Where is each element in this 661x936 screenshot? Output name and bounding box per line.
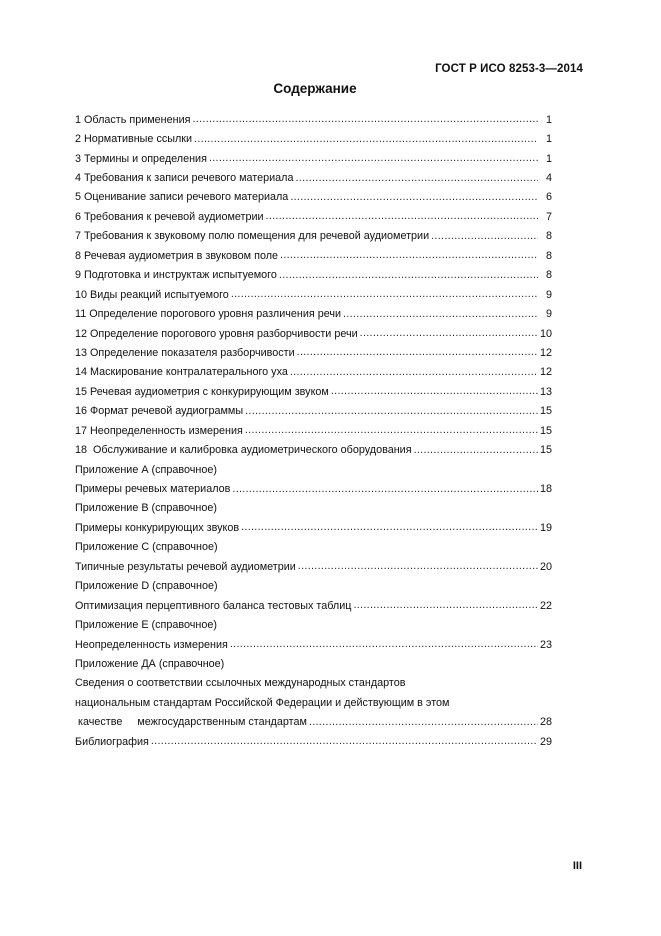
toc-leader-dots bbox=[343, 308, 538, 321]
toc-leader-dots bbox=[360, 327, 538, 340]
toc-entry-page: 18 bbox=[539, 483, 552, 496]
page-number: III bbox=[572, 860, 582, 872]
toc-entry-page: 19 bbox=[539, 521, 552, 534]
toc-entry[interactable] bbox=[75, 363, 552, 382]
toc-entry-page: 15 bbox=[539, 405, 552, 418]
toc-entry-page: 15 bbox=[539, 424, 552, 437]
toc-leader-dots bbox=[298, 560, 538, 573]
toc-entry-page: 12 bbox=[539, 366, 552, 379]
toc-entry[interactable] bbox=[75, 460, 552, 479]
toc-entry[interactable] bbox=[75, 421, 552, 440]
toc-entry-label: Неопределенность измерения bbox=[75, 638, 228, 651]
toc-entry-page: 9 bbox=[545, 288, 552, 301]
toc-entry[interactable] bbox=[75, 499, 552, 518]
toc-entry-page: 9 bbox=[545, 308, 552, 321]
toc-leader-dots bbox=[241, 521, 538, 534]
toc-entry-label: 4 Требования к записи речевого материала bbox=[75, 172, 294, 185]
toc-entry[interactable] bbox=[75, 440, 552, 459]
toc-entry[interactable] bbox=[75, 129, 552, 148]
toc-leader-dots bbox=[297, 346, 538, 359]
toc-entry-label: Оптимизация перцептивного баланса тестовых таблиц bbox=[75, 599, 352, 612]
toc-leader-dots bbox=[353, 599, 538, 612]
toc-leader-dots bbox=[209, 152, 538, 165]
toc-entry-page: 4 bbox=[545, 172, 552, 185]
toc-entry-page: 6 bbox=[545, 191, 552, 204]
toc-entry-page: 8 bbox=[545, 249, 552, 262]
toc-entry-page: 13 bbox=[539, 385, 552, 398]
toc-entry-page: 29 bbox=[539, 735, 552, 748]
toc-entry-label: Примеры речевых материалов bbox=[75, 483, 231, 496]
toc-entry-label: 7 Требования к звуковому полю помещения для речевой аудиометрии bbox=[75, 230, 430, 243]
toc-leader-dots bbox=[279, 269, 538, 282]
toc-entry[interactable] bbox=[75, 402, 552, 421]
toc-entry[interactable] bbox=[75, 188, 552, 207]
toc-leader-dots bbox=[280, 249, 538, 262]
toc-entry-page: 10 bbox=[539, 327, 552, 340]
toc-entry-page: 15 bbox=[539, 444, 552, 457]
toc-entry-label: 13 Определение показателя разборчивости bbox=[75, 346, 295, 359]
toc-entry-page: 23 bbox=[539, 638, 552, 651]
toc-leader-dots bbox=[245, 424, 538, 437]
toc-entry[interactable] bbox=[75, 713, 552, 732]
toc-leader-dots bbox=[431, 230, 538, 243]
toc-entry-page: 1 bbox=[545, 133, 552, 146]
toc-entry-label: 17 Неопределенность измерения bbox=[75, 424, 243, 437]
toc-entry[interactable] bbox=[75, 538, 552, 557]
toc-entry[interactable] bbox=[75, 557, 552, 576]
toc-entry[interactable] bbox=[75, 382, 552, 401]
toc-entry[interactable] bbox=[75, 479, 552, 498]
toc-entry-label: Приложение ДА (справочное) bbox=[75, 657, 225, 670]
toc-entry-label: 10 Виды реакций испытуемого bbox=[75, 288, 229, 301]
table-of-contents bbox=[75, 110, 552, 751]
toc-leader-dots bbox=[290, 191, 538, 204]
toc-leader-dots bbox=[295, 172, 538, 185]
toc-leader-dots bbox=[309, 716, 538, 729]
toc-entry-label: национальным стандартам Российской Федерации и действующим в этом bbox=[75, 696, 450, 709]
toc-entry-label: Приложение А (справочное) bbox=[75, 463, 217, 476]
toc-leader-dots bbox=[331, 385, 538, 398]
toc-entry-page: 7 bbox=[545, 210, 552, 223]
toc-leader-dots bbox=[266, 210, 538, 223]
toc-entry[interactable] bbox=[75, 674, 552, 693]
toc-leader-dots bbox=[193, 113, 539, 126]
toc-entry-page: 22 bbox=[539, 599, 552, 612]
toc-entry-label: 5 Оценивание записи речевого материала bbox=[75, 191, 289, 204]
toc-entry-page: 1 bbox=[545, 113, 552, 126]
toc-entry[interactable] bbox=[75, 693, 552, 712]
toc-leader-dots bbox=[151, 735, 538, 748]
toc-entry[interactable] bbox=[75, 246, 552, 265]
toc-entry-label: 1 Область применения bbox=[75, 113, 191, 126]
toc-entry-label: 12 Определение порогового уровня разборчивости речи bbox=[75, 327, 358, 340]
toc-entry-page: 12 bbox=[539, 346, 552, 359]
toc-entry[interactable] bbox=[75, 304, 552, 323]
toc-entry-label: 15 Речевая аудиометрия с конкурирующим звуком bbox=[75, 385, 329, 398]
toc-entry-page: 8 bbox=[545, 230, 552, 243]
toc-entry[interactable] bbox=[75, 596, 552, 615]
toc-entry[interactable] bbox=[75, 654, 552, 673]
toc-entry-page: 28 bbox=[539, 716, 552, 729]
toc-entry-label: 14 Маскирование контралатерального уха bbox=[75, 366, 288, 379]
toc-entry-label: Типичные результаты речевой аудиометрии bbox=[75, 560, 296, 573]
toc-entry-label: Примеры конкурирующих звуков bbox=[75, 521, 240, 534]
toc-leader-dots bbox=[194, 133, 538, 146]
page-title: Содержание bbox=[273, 81, 357, 96]
toc-entry-label: 18 Обслуживание и калибровка аудиометрического оборудования bbox=[75, 444, 412, 457]
toc-leader-dots bbox=[230, 638, 538, 651]
toc-entry[interactable] bbox=[75, 168, 552, 187]
toc-entry-label: 16 Формат речевой аудиограммы bbox=[75, 405, 244, 418]
toc-leader-dots bbox=[245, 405, 538, 418]
toc-entry[interactable] bbox=[75, 110, 552, 129]
toc-entry-label: 3 Термины и определения bbox=[75, 152, 207, 165]
toc-entry-label: Приложение D (справочное) bbox=[75, 580, 218, 593]
toc-entry-label: Приложение С (справочное) bbox=[75, 541, 218, 554]
toc-entry[interactable] bbox=[75, 324, 552, 343]
toc-leader-dots bbox=[231, 288, 538, 301]
toc-entry-label: Приложение В (справочное) bbox=[75, 502, 217, 515]
toc-entry[interactable] bbox=[75, 285, 552, 304]
toc-entry[interactable] bbox=[75, 615, 552, 634]
document-code: ГОСТ Р ИСО 8253-3—2014 bbox=[435, 63, 583, 75]
toc-entry[interactable] bbox=[75, 732, 552, 751]
toc-entry[interactable] bbox=[75, 227, 552, 246]
toc-entry-label: 11 Определение порогового уровня различения речи bbox=[75, 308, 342, 321]
toc-entry-label: Приложение Е (справочное) bbox=[75, 619, 217, 632]
toc-entry-label: 8 Речевая аудиометрия в звуковом поле bbox=[75, 249, 279, 262]
toc-leader-dots bbox=[232, 483, 538, 496]
toc-entry-label: Сведения о соответствии ссылочных международных стандартов bbox=[75, 677, 406, 690]
toc-entry-page: 1 bbox=[545, 152, 552, 165]
toc-entry-page: 8 bbox=[545, 269, 552, 282]
toc-leader-dots bbox=[414, 444, 538, 457]
toc-entry[interactable] bbox=[75, 343, 552, 362]
toc-entry-label: 6 Требования к речевой аудиометрии bbox=[75, 210, 264, 223]
toc-entry[interactable] bbox=[75, 635, 552, 654]
toc-entry-label: 9 Подготовка и инструктаж испытуемого bbox=[75, 269, 277, 282]
toc-entry-page: 20 bbox=[539, 560, 552, 573]
toc-entry[interactable] bbox=[75, 266, 552, 285]
toc-entry[interactable] bbox=[75, 149, 552, 168]
toc-entry[interactable] bbox=[75, 518, 552, 537]
toc-leader-dots bbox=[290, 366, 538, 379]
toc-entry-label: 2 Нормативные ссылки bbox=[75, 133, 193, 146]
toc-entry[interactable] bbox=[75, 207, 552, 226]
toc-entry-label: Библиография bbox=[75, 735, 149, 748]
toc-entry-label: качестве межгосударственным стандартам bbox=[75, 716, 307, 729]
toc-entry[interactable] bbox=[75, 577, 552, 596]
